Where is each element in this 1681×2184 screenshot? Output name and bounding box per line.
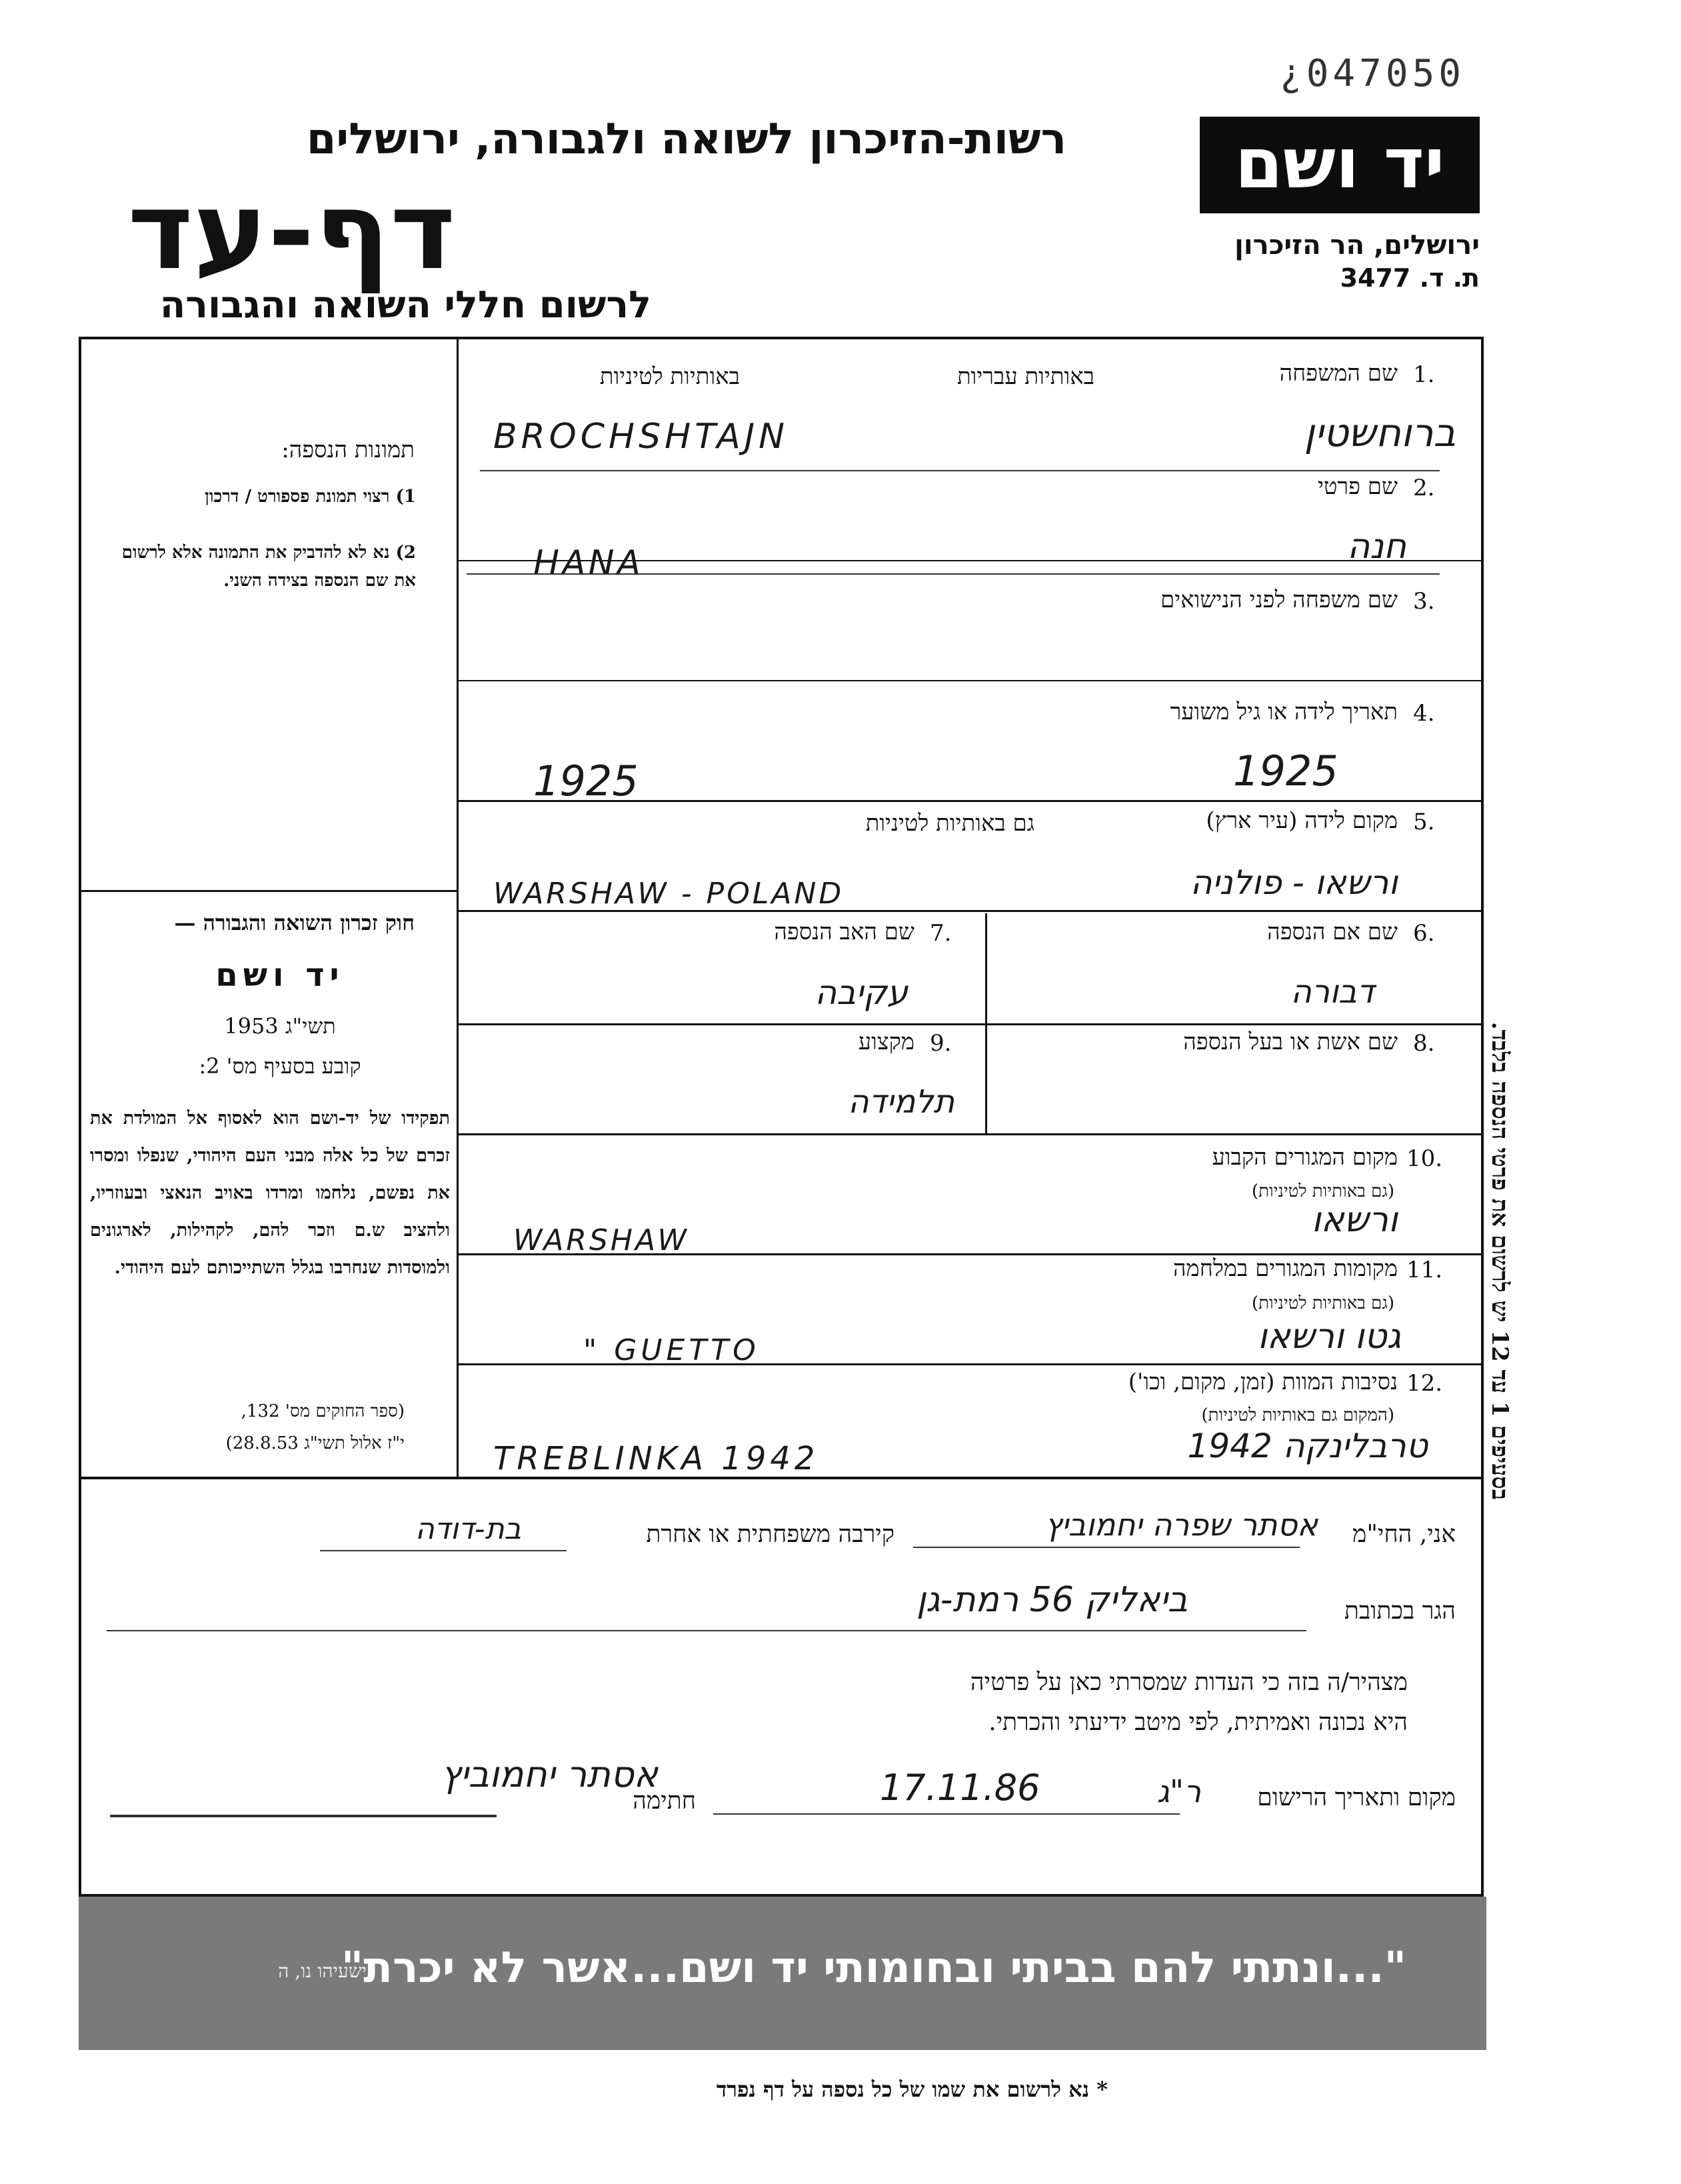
field10-hebrew-value: ורשאו bbox=[1311, 1200, 1398, 1240]
field12-label: נסיבות המוות (זמן, מקום, וכו') bbox=[1128, 1369, 1398, 1395]
address-underline bbox=[107, 1630, 1306, 1631]
field1-latin-value: BROCHSHTAJN bbox=[493, 417, 789, 457]
field7-label: שם האב הנספה bbox=[774, 919, 914, 945]
law-name: יד ושם bbox=[215, 957, 345, 994]
field6-label: שם אם הנספה bbox=[1267, 919, 1398, 945]
logo-address-line1: ירושלים, הר הזיכרון bbox=[1234, 230, 1480, 261]
field2-hebrew-value: חנה bbox=[1347, 527, 1406, 567]
field2-underline bbox=[467, 573, 1440, 575]
field12-hebrew-value: טרבלינקה 1942 bbox=[1187, 1427, 1428, 1465]
field5-latin-header: גם באותיות לטיניות bbox=[865, 810, 1034, 837]
declarant-name: אסתר שפרה יחמוביץ bbox=[1044, 1507, 1318, 1543]
field1-number: 1. bbox=[1413, 361, 1435, 388]
field7-value: עקיבה bbox=[815, 973, 908, 1012]
field3-label: שם משפחה לפני הנישואים bbox=[1160, 587, 1398, 613]
field9-label: מקצוע bbox=[858, 1029, 914, 1055]
declarant-underline bbox=[913, 1547, 1300, 1548]
declarant-label: אני, החי"מ bbox=[1352, 1521, 1456, 1548]
photo-box-note2: 2) נא לא להדביק את התמונה אלא לרשום את שם הנספה בצידה השני. bbox=[121, 543, 416, 591]
field1-hebrew-header: באותיות עבריות bbox=[956, 363, 1094, 390]
logo-address-line2: ת. ד. 3477 bbox=[1340, 263, 1480, 293]
place-value: ר"ג bbox=[1156, 1773, 1201, 1809]
address-value: ביאליק 56 רמת-גן bbox=[916, 1580, 1188, 1620]
field11-sub: (גם באותיות לטיניות) bbox=[1251, 1293, 1394, 1313]
law-clause: קובע בסעיף מס' 2: bbox=[199, 1053, 361, 1079]
field2-latin-value: HANA bbox=[533, 543, 644, 583]
field1-label: שם המשפחה bbox=[1279, 360, 1398, 387]
field4-latin-value: 1925 bbox=[533, 757, 639, 805]
address-label: הגר בכתובת bbox=[1344, 1597, 1456, 1625]
field4-hebrew-value: 1925 bbox=[1233, 747, 1338, 795]
field5-latin-value: WARSHAW - POLAND bbox=[493, 877, 844, 911]
place-date-label: מקום ותאריך הרישום bbox=[1257, 1784, 1456, 1811]
date-underline bbox=[713, 1813, 1180, 1815]
yad-vashem-logo bbox=[1200, 117, 1480, 213]
signature-value: אסתר יחמוביץ bbox=[441, 1753, 658, 1795]
relation-value: בת-דודה bbox=[415, 1512, 521, 1546]
page-title: דף-עד bbox=[127, 169, 456, 293]
field11-latin-value: " GUETTO bbox=[583, 1333, 760, 1367]
field9-number: 9. bbox=[930, 1030, 952, 1057]
field1-hebrew-value: ברוחשטין bbox=[1304, 410, 1456, 455]
field5-hebrew-value: ורשאו - פולניה bbox=[1190, 863, 1398, 902]
photo-box-heading: תמונות הנספה: bbox=[281, 437, 415, 463]
law-ref2: י"ז אלול תשי"ג 28.8.53) bbox=[225, 1433, 405, 1453]
relation-label: קירבה משפחתית או אחרת bbox=[646, 1521, 894, 1548]
photo-box-divider bbox=[79, 890, 457, 892]
date-value: 17.11.86 bbox=[880, 1767, 1040, 1809]
field11-hebrew-value: גטו ורשאו bbox=[1257, 1317, 1401, 1357]
logo-text: יד ושם bbox=[1234, 123, 1445, 204]
field6-number: 6. bbox=[1413, 920, 1435, 947]
field12-sub: (המקום גם באותיות לטיניות) bbox=[1201, 1405, 1394, 1425]
field10-latin-value: WARSHAW bbox=[513, 1223, 689, 1257]
field10-number: 10. bbox=[1406, 1145, 1443, 1172]
row-divider-2 bbox=[457, 680, 1484, 681]
authority-title: רשות-הזיכרון לשואה ולגבורה, ירושלים bbox=[306, 115, 1066, 164]
banner-quote: "...ונתתי להם בביתי ובחומותי יד ושם...אשר לא יכרת" bbox=[341, 1943, 1406, 1993]
page-subtitle: לרשום חללי השואה והגבורה bbox=[159, 283, 651, 327]
statement-line1: מצהיר/ה בזה כי העדות שמסרתי כאן על פרטיה bbox=[970, 1669, 1408, 1696]
field4-label: תאריך לידה או גיל משוער bbox=[1170, 699, 1398, 725]
law-body: תפקידו של יד-ושם הוא לאסוף אל המולדת את זכרם של כל אלה מבני העם היהודי, שנפלו ומסרו את נפשם, נלחמו ומרדו באויב הנאצי ובעוזריו, ולהציב ש.ם וזכר להם, לקהילות, לארגונים ולמוסדות שנחרבו בגלל השתייכותם לעם היהודי. bbox=[90, 1108, 450, 1278]
field10-sub: (גם באותיות לטיניות) bbox=[1251, 1181, 1394, 1201]
field2-number: 2. bbox=[1413, 475, 1435, 501]
field1-latin-header: באותיות לטיניות bbox=[599, 363, 740, 390]
row-divider-8 bbox=[457, 1133, 1484, 1135]
field5-number: 5. bbox=[1413, 809, 1435, 835]
field9-value: תלמידה bbox=[848, 1083, 954, 1121]
field1-underline bbox=[480, 470, 1440, 471]
field12-number: 12. bbox=[1406, 1370, 1443, 1397]
field4-number: 4. bbox=[1413, 700, 1435, 727]
fields-6-9-divider bbox=[985, 913, 987, 1133]
field11-number: 11. bbox=[1406, 1257, 1443, 1283]
signature-underline bbox=[110, 1815, 497, 1817]
field3-number: 3. bbox=[1413, 588, 1435, 615]
side-note: בסעיפים 1 עד 12 יש לרשום את פרטי הנספה בלבד. bbox=[1486, 1021, 1513, 1500]
field12-latin-value: TREBLINKA 1942 bbox=[493, 1440, 819, 1477]
field7-number: 7. bbox=[930, 920, 952, 947]
law-ref1: (ספר החוקים מס' 132, bbox=[241, 1401, 405, 1421]
footer-note: * נא לרשום את שמו של כל נספה על דף נפרד bbox=[716, 2077, 1108, 2102]
field8-label: שם אשת או בעל הנספה bbox=[1183, 1029, 1398, 1055]
statement-line2: היא נכונה ואמיתית, לפי מיטב ידיעתי והכרתי. bbox=[988, 1709, 1408, 1736]
serial-number: ¿047050 bbox=[1280, 52, 1466, 95]
field6-value: דבורה bbox=[1290, 973, 1374, 1011]
relation-underline bbox=[320, 1550, 567, 1551]
quote-banner bbox=[79, 1897, 1486, 2050]
field11-label: מקומות המגורים במלחמה bbox=[1173, 1255, 1398, 1282]
left-column-divider bbox=[457, 337, 459, 1477]
field2-label: שם פרטי bbox=[1317, 473, 1398, 500]
field10-label: מקום המגורים הקבוע bbox=[1212, 1144, 1398, 1171]
law-heading: חוק זכרון השואה והגבורה — bbox=[174, 910, 415, 935]
banner-source: ישעיהו נו, ה bbox=[278, 1960, 367, 1982]
law-year: תשי"ג 1953 bbox=[224, 1013, 336, 1039]
field8-number: 8. bbox=[1413, 1030, 1435, 1057]
field5-label: מקום לידה (עיר ארץ) bbox=[1206, 807, 1398, 834]
photo-box-note1: 1) רצוי תמונת פספורט / דרכון bbox=[205, 487, 416, 507]
row-divider-6 bbox=[457, 1023, 1484, 1025]
signature-label: חתימה bbox=[633, 1787, 696, 1815]
